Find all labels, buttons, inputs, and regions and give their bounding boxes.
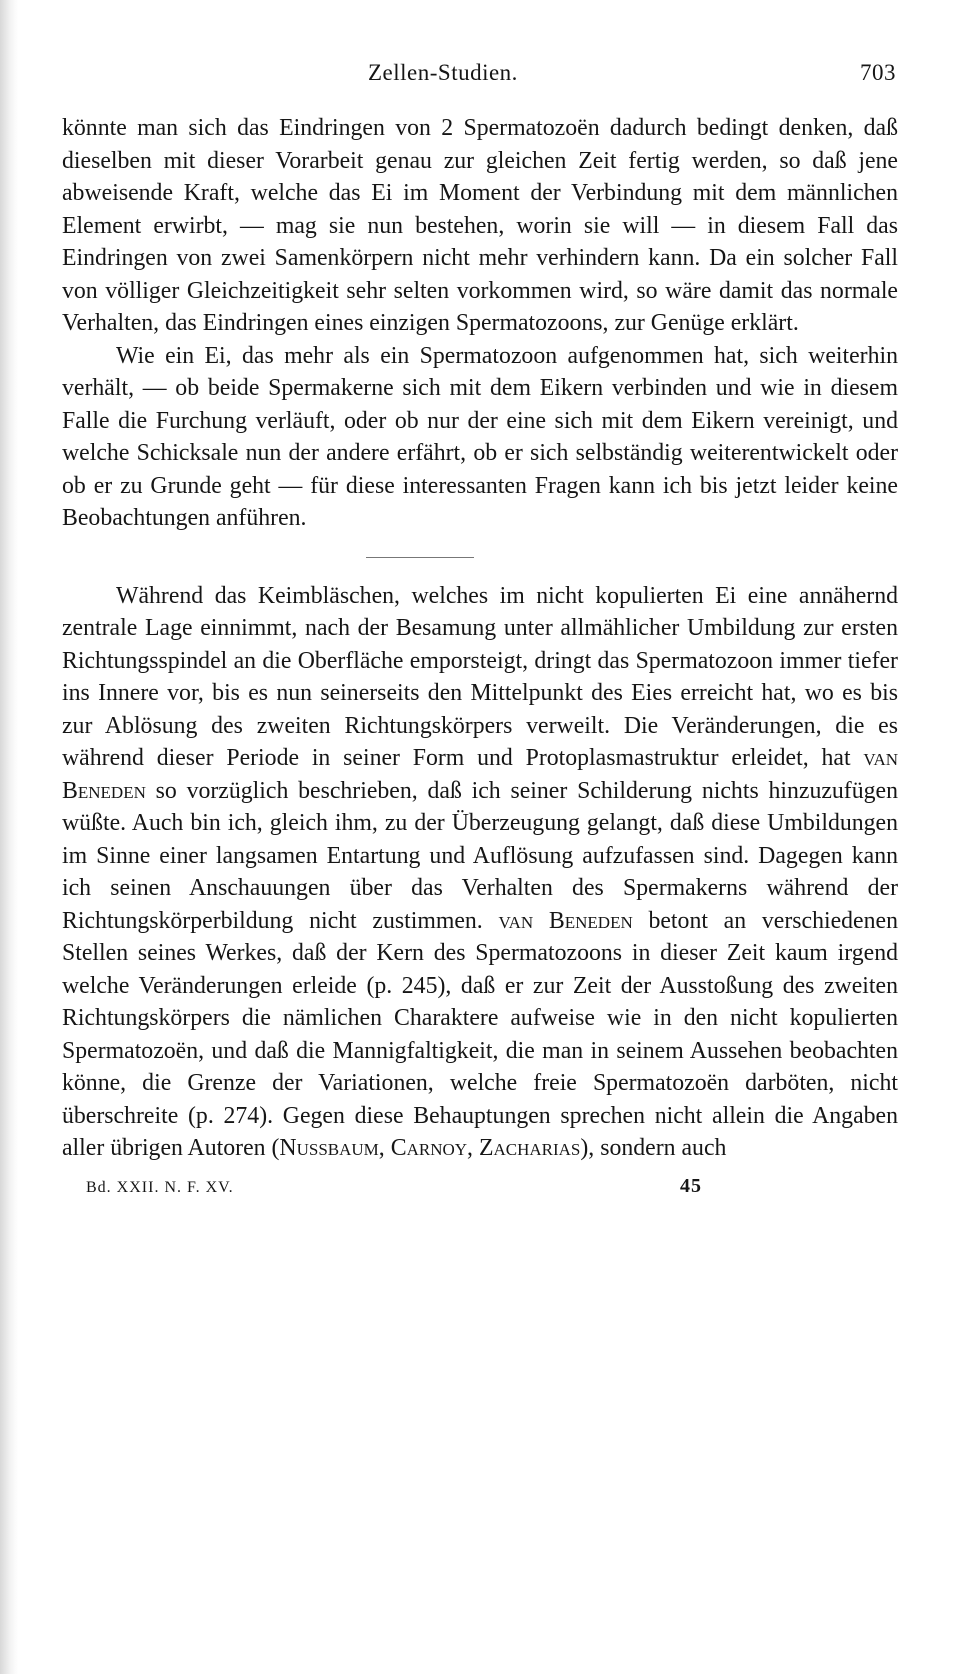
name-separator: , (467, 1135, 479, 1161)
author-name-zacharias: Zacharias (478, 1135, 581, 1161)
author-name-van-beneden: van Beneden (498, 907, 633, 934)
author-name-nussbaum: Nussbaum (279, 1135, 379, 1161)
author-name-van-beneden: van Beneden (62, 745, 898, 804)
signature-mark: Bd. XXII. N. F. XV. (86, 1178, 234, 1196)
paragraph-3-text-c: betont an verschiedenen Stellen seines Werkes, daß der Kern des Spermatozoons in dieser Zeit kaum irgend welche Veränderungen erleide (p. 245), daß er zur Zeit der Ausstoßung des zweiten Richtungskörpers die nämlichen Charaktere aufweise wie in den nicht kopulierten Spermatozoën, und daß die Mannigfaltigkeit, die man in seinem Aussehen beobachten könne, die Grenze der Variationen, welche freie Spermatozoën darböten, nicht überschreite (p. 274). Gegen diese Behauptungen sprechen nicht allein die Angaben aller übrigen Autoren ( (62, 907, 898, 1161)
sheet-number: 45 (680, 1174, 702, 1197)
paragraph-1: könnte man sich das Eindringen von 2 Spermatozoën dadurch bedingt denken, daß dieselben mit dieser Vorarbeit genau zur gleichen Zeit fertig werden, so daß jene abweisende Kraft, welche das Ei im Moment der Verbindung mit dem männlichen Element erwirbt, — mag sie nun bestehen, worin sie will — in diesem Fall das Eindringen von zwei Samenkörpern nicht mehr verhindern kann. Da ein solcher Fall von völliger Gleichzeitigkeit sehr selten vorkommen wird, so wäre damit das normale Verhalten, das Eindringen eines einzigen Spermatozoons, zur Genüge erklärt. (62, 115, 898, 336)
running-head (62, 60, 898, 94)
author-name-carnoy: Carnoy (390, 1135, 468, 1161)
book-page (62, 60, 898, 1205)
running-head-title: Zellen-Studien. (368, 60, 518, 85)
paragraph-3-text-d: ), sondern auch (580, 1135, 727, 1161)
paragraph-3-text-a: Während das Keimbläschen, welches im nicht kopulierten Ei eine annähernd zentrale Lage einnimmt, nach der Besamung unter allmählicher Umbildung zur ersten Richtungsspindel an die Oberfläche emporsteigt, dringt das Spermatozoon immer tiefer ins Innere vor, bis es nun seinerseits den Mittelpunkt des Eies erreicht hat, wo es bis zur Ablösung des zweiten Richtungskörpers verweilt. Die Veränderungen, die es während dieser Periode in seiner Form und Protoplasmastruktur erleidet, hat (62, 582, 898, 771)
page-number: 703 (860, 60, 896, 85)
paragraph-3 (62, 580, 898, 1165)
section-divider (366, 557, 474, 558)
page-footer (62, 1175, 898, 1205)
page-edge-shadow (0, 0, 18, 1674)
paragraph-2: Wie ein Ei, das mehr als ein Spermatozoon aufgenommen hat, sich weiterhin verhält, — ob beide Spermakerne sich mit dem Eikern verbinden und wie in diesem Falle die Furchung verläuft, oder ob nur der eine sich mit dem Eikern vereinigt, und welche Schicksale nun der andere erfährt, ob er sich selbständig weiterentwickelt oder ob er zu Grunde geht — für diese interessanten Fragen kann ich bis jetzt leider keine Beobachtungen anführen. (62, 342, 898, 531)
paragraph-3-text-b: so vorzüglich beschrieben, daß ich seiner Schilderung nichts hinzuzufügen wüßte. Auch bin ich, gleich ihm, zu der Überzeugung gelangt, daß diese Umbildungen im Sinne einer langsamen Entartung und Auflösung aufzufassen sind. Dagegen kann ich seinen Anschauungen über das Verhalten des Spermakerns während der Richtungskörperbildung nicht zustimmen. (62, 777, 898, 934)
name-separator: , (378, 1135, 391, 1161)
